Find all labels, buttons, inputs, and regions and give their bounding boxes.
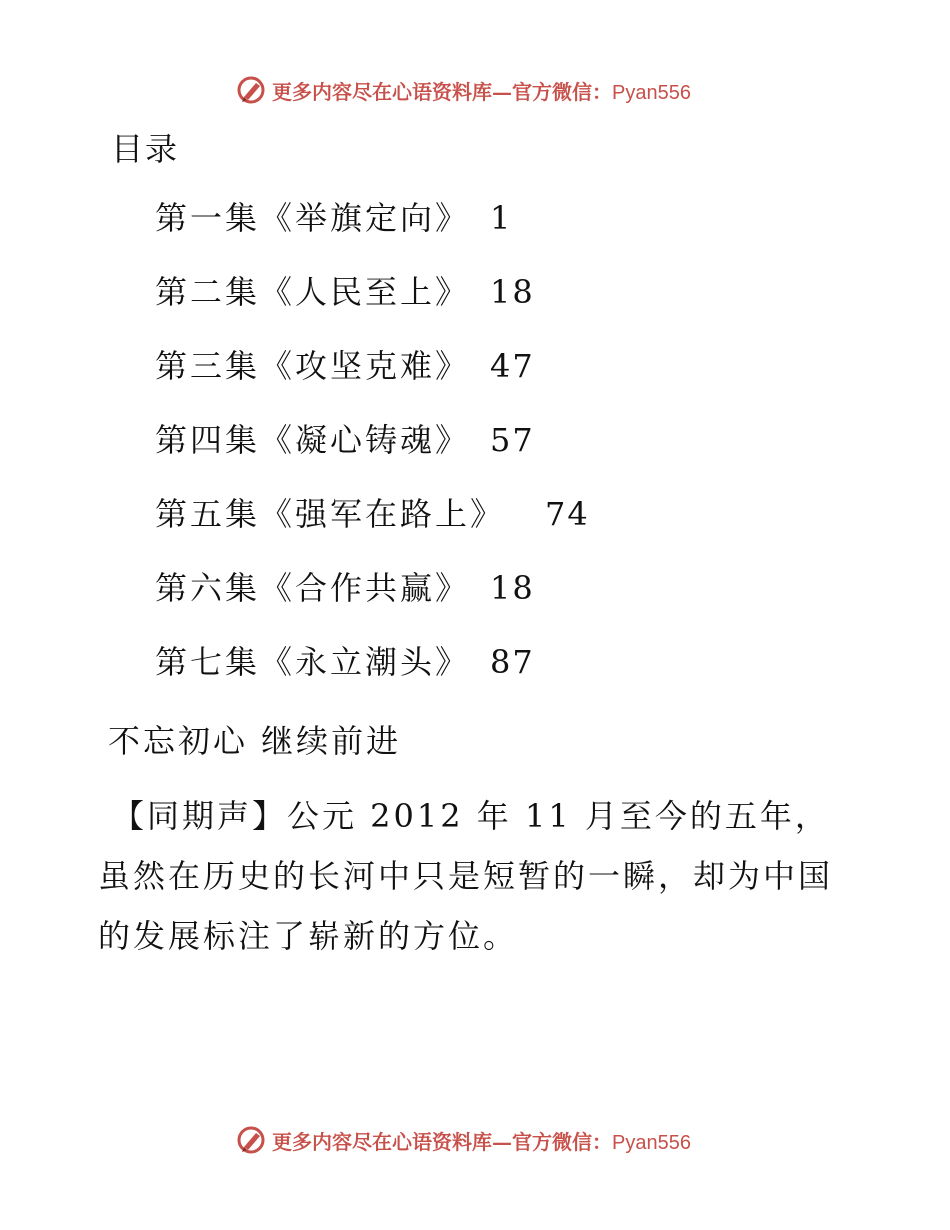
watermark-id: Pyan556 [612, 81, 691, 104]
toc-item-page: 18 [490, 273, 535, 311]
section-heading: 不忘初心 继续前进 [108, 722, 402, 760]
toc-item-label: 第一集《举旗定向》 [155, 199, 471, 237]
paragraph-text: 【同期声】公元 2012 年 11 月至今的五年，虽然在历史的长河中只是短暂的一瞬，却为中国的发展标注了崭新的方位。 [98, 797, 834, 955]
toc-item-label: 第二集《人民至上》 [155, 273, 471, 311]
toc-item-page: 87 [490, 643, 535, 681]
toc-item [155, 196, 513, 240]
watermark-id: Pyan556 [612, 1131, 691, 1154]
toc-item [155, 492, 590, 536]
toc-item-label: 第四集《凝心铸魂》 [155, 421, 471, 459]
toc-item [155, 640, 535, 684]
toc-item-page: 1 [490, 199, 513, 237]
toc-item-label: 第六集《合作共赢》 [155, 569, 471, 607]
toc-item-page: 74 [545, 495, 590, 533]
toc-item-label: 第三集《攻坚克难》 [155, 347, 471, 385]
toc-item-page: 57 [490, 421, 535, 459]
toc-item-label: 第七集《永立潮头》 [155, 643, 471, 681]
pen-logo-icon [236, 1125, 266, 1155]
body-paragraph [98, 786, 858, 966]
toc-item [155, 418, 535, 462]
watermark-text: 更多内容尽在心语资料库—官方微信：Pyan556 [272, 79, 691, 104]
toc-item [155, 344, 535, 388]
footer-watermark [236, 1123, 691, 1157]
watermark-text: 更多内容尽在心语资料库—官方微信：Pyan556 [272, 1129, 691, 1154]
toc-item-page: 47 [490, 347, 535, 385]
toc-item-label: 第五集《强军在路上》 [155, 495, 506, 533]
header-watermark [236, 73, 691, 107]
toc-title: 目录 [111, 130, 180, 168]
toc-item-page: 18 [490, 569, 535, 607]
pen-logo-icon [236, 75, 266, 105]
toc-item [155, 270, 535, 314]
toc-item [155, 566, 535, 610]
